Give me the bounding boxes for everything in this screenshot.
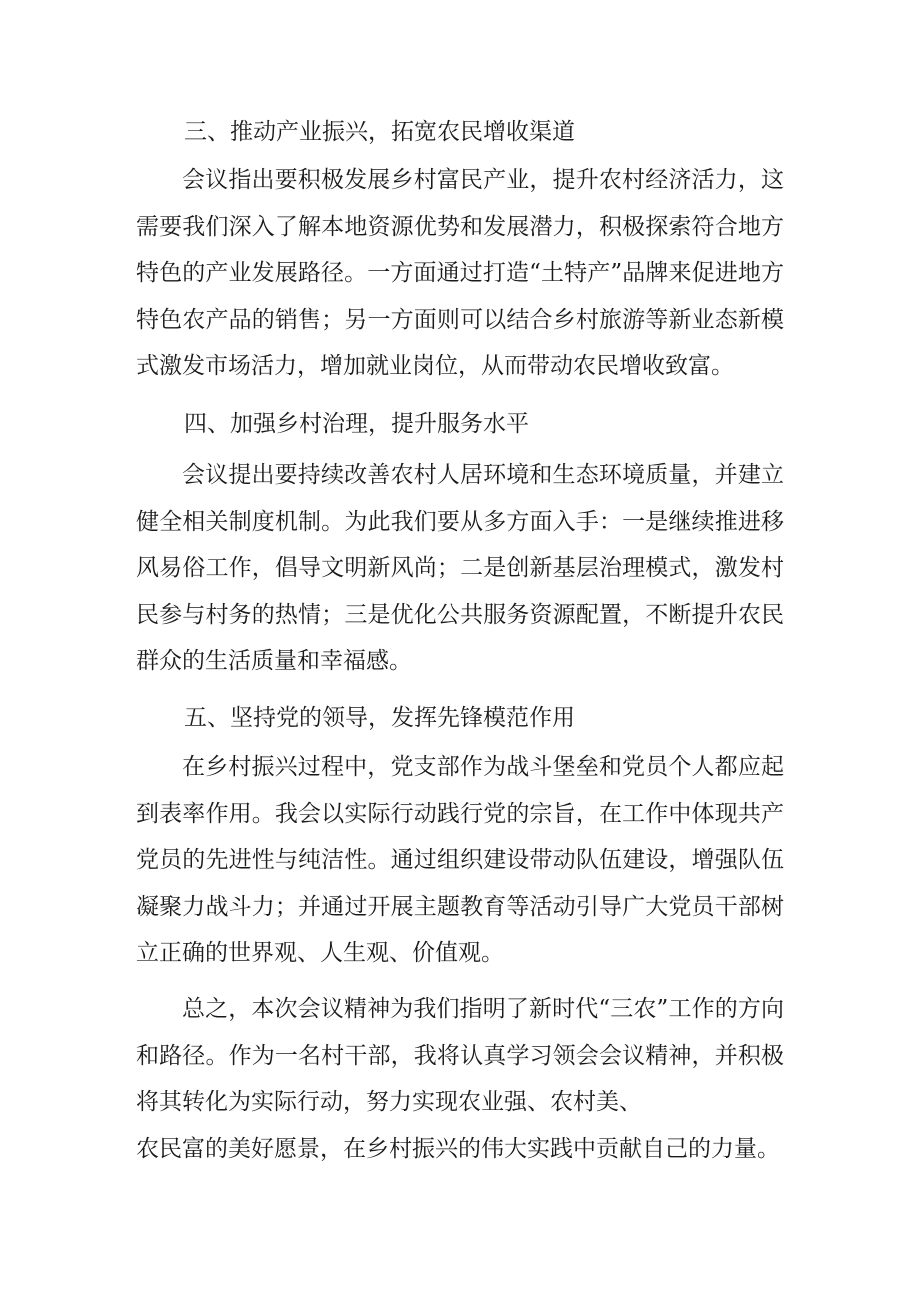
conclusion-paragraph: 总之，本次会议精神为我们指明了新时代“三农”工作的方向和路径。作为一名村干部，我将认真学习领会会议精神，并积极将其转化为实际行动，努力实现农业强、农村美、 — [136, 996, 784, 1116]
conclusion-last-line: 农民富的美好愿景，在乡村振兴的伟大实践中贡献自己的力量。 — [136, 1136, 780, 1162]
section-heading-3: 三、推动产业振兴，拓宽农民增收渠道 — [184, 119, 575, 145]
section-paragraph-3: 会议指出要积极发展乡村富民产业，提升农村经济活力，这需要我们深入了解本地资源优势和发展潜力，积极探索符合地方特色的产业发展路径。一方面通过打造“土特产”品牌来促进地方特色农产品的销售；另一方面则可以结合乡村旅游等新业态新模式激发市场活力，增加就业岗位，从而带动农民增收致富。 — [136, 167, 784, 380]
section-heading-4: 四、加强乡村治理，提升服务水平 — [184, 411, 529, 437]
section-heading-5: 五、坚持党的领导，发挥先锋模范作用 — [184, 705, 575, 731]
section-paragraph-4: 会议提出要持续改善农村人居环境和生态环境质量，并建立健全相关制度机制。为此我们要从多方面入手：一是继续推进移风易俗工作，倡导文明新风尚；二是创新基层治理模式，激发村民参与村务的热情；三是优化公共服务资源配置，不断提升农民群众的生活质量和幸福感。 — [136, 462, 784, 675]
section-paragraph-5: 在乡村振兴过程中，党支部作为战斗堡垒和党员个人都应起到表率作用。我会以实际行动践行党的宗旨，在工作中体现共产党员的先进性与纯洁性。通过组织建设带动队伍建设，增强队伍凝聚力战斗力；并通过开展主题教育等活动引导广大党员干部树立正确的世界观、人生观、价值观。 — [136, 754, 784, 967]
